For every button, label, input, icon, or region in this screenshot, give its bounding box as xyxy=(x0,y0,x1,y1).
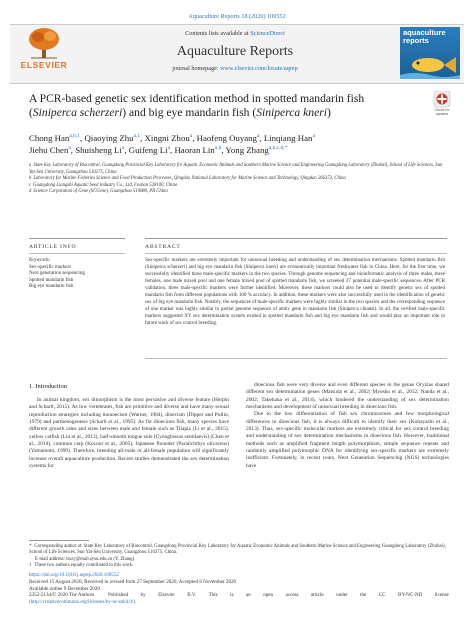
keyword-list xyxy=(29,265,129,291)
footnote-text: These two authors equally contributed to this work. xyxy=(34,563,134,569)
intro-right-column xyxy=(246,382,449,470)
author-name[interactable]: Qiaoying Zhu xyxy=(84,133,134,143)
copyright-word: by xyxy=(140,592,146,599)
footnote-divider xyxy=(29,540,89,541)
title-species-1: Siniperca scherzeri xyxy=(32,106,123,119)
affiliation-sup: c xyxy=(29,182,32,188)
author-name[interactable]: Yong Zhang xyxy=(225,145,269,155)
homepage-link[interactable]: www.elsevier.com/locate/aqrep xyxy=(220,65,298,72)
affiliation-item xyxy=(29,163,449,176)
affiliation-sup: a xyxy=(29,163,32,168)
divider xyxy=(29,238,125,239)
doi-link[interactable]: https://doi.org/10.1016/j.aqrep.2020.100552 xyxy=(29,572,120,578)
journal-homepage xyxy=(75,65,395,72)
contents-prefix: Contents lists available at xyxy=(185,30,251,37)
author-affiliation-sup[interactable]: a,1 xyxy=(133,133,141,140)
copyright-word: article xyxy=(310,592,324,599)
author-list-line-1: Chong Han$^{a,b,1}$, Qiaoying Zhu$^{a,1}$, Xingni Zhou$^a$, Haofeng Ouyang$^a$, Linqiang Han$^a$ xyxy=(29,133,315,143)
copyright-word: under xyxy=(336,592,348,599)
author-name[interactable]: Xingni Zhou xyxy=(144,133,190,143)
affiliation-text: Guangdong Liangshi Aquatic Seed Industry Co., Ltd, Foshan 528100, China xyxy=(33,182,178,188)
divider xyxy=(145,253,447,254)
paragraph-text: In animal kingdom, sex dimorphism is the most pervasive and diverse feature (Herpin and Schartl, 2015). As low vertebrates, fish are primitive and diverse and have many sexual reproduction strategies including monoecism (Warner, 1984), dioecism (Dipper and Pullin, 1979) and parthenogenesis (Schartl et al., 1995). As for dioecious fish, many species have different growth rates and sizes between male and female such as Tilapia (Li et al., 2015), yellow catfish (Liu et al., 2013), half-smooth tongue sole (Cynoglossus semilaevis) (Chen et al., 2014), common carp (Kocour et al., 2005), Japanese flounder (Paralichthys olivaceus) (Yamamoto, 1999). Therefore, breeding all-male or all-female population will significantly increase overall aquaculture production. Recent studies demonstrated the sex determination systems for xyxy=(29,397,229,470)
author-list-line-2: Jiehu Chen$^a$, Shuisheng Li$^a$, Guifeng Li$^a$, Haoran Lin$^{a,b}$, Yong Zhang$^{a,b,c,d,*}$ xyxy=(29,145,288,155)
keyword-item[interactable]: Sex-specific markers xyxy=(29,264,72,270)
author-name[interactable]: Haofeng Ouyang xyxy=(196,133,257,143)
copyright-word: B.V. xyxy=(187,592,197,599)
received-dates: Received 15 August 2020; Received in revised form 27 September 2020; Accepted 6 November 2020 xyxy=(29,578,237,585)
journal-citation[interactable]: Aquaculture Reports 18 (2020) 100552 xyxy=(188,13,286,20)
copyright-word: This xyxy=(208,592,218,599)
author-name[interactable]: Shuisheng Li xyxy=(75,145,122,155)
keyword-item[interactable]: Big eye mandarin fish xyxy=(29,284,74,290)
footnote-item xyxy=(29,563,449,569)
copyright-word: license xyxy=(434,592,449,599)
elsevier-tree-icon xyxy=(27,27,61,59)
journal-cover-image[interactable] xyxy=(400,27,460,79)
contents-line xyxy=(75,30,395,37)
article-metadata xyxy=(29,572,449,606)
copyright-word: Published xyxy=(108,592,129,599)
copyright-word: Elsevier xyxy=(158,592,175,599)
author-name[interactable]: Haoran Lin xyxy=(174,145,215,155)
crossmark-label: Check for updates xyxy=(434,108,450,116)
license-link[interactable]: (http://creativecommons.org/licenses/by-nc-nd/4.0/). xyxy=(29,599,137,606)
author-affiliation-sup[interactable]: a xyxy=(189,133,193,140)
copyright-word: BY-NC-ND xyxy=(397,592,423,599)
author-name[interactable]: Chong Han xyxy=(29,133,70,143)
paragraph-text: dioecious fish were very diverse and even different species in the genus Oryzias shared different sex determination genes (Matsuda et al., 2002; Myosho et al., 2012; Nanda et al., 2002; Takehana et al., 2014), which hindered the understanding of sex determination mechanisms and development of unisexual breeding in dioecious fish. xyxy=(246,382,449,411)
keywords-heading: Keywords: xyxy=(29,258,51,263)
keywords-block xyxy=(29,258,129,291)
affiliations xyxy=(29,163,449,196)
abstract-text: Sex-specific markers are extremely important for unisexual breeding and understanding of sex determination mechanisms. Spotted mandarin fish (Siniperca scherzeri) and big eye mandarin fish (Siniperca kneri) are economically important freshwater fish in China. Here, for the first time, we successfully identified three male-specific markers in the two species. Through genome sequencing and bioinformatic analysis of three males, three females, one male mixed pool and one female mixed pool of spotted mandarin fish, we screened 27 potential male-specific sequences. After PCR validation, three male-specific markers were further identified. Moreover, these markers could also be used to identify genetic sex of spotted mandarin fish from different populations with 100 % accuracy. In addition, these markers were also successfully used in the identification of genetic sex of big eye mandarin fish. Notably, the sequences of male-specific markers were highly similar in the two species and the corresponding sequence of one marker was highly similar to partial genome sequence of amhy gene in mandarin fish (Siniperca chuatsi). In all, the verified male-specific markers suggested XY sex determination system existed in spotted mandarin fish and big eye mandarin fish and would play an important role in future work of sex control breeding. xyxy=(145,258,445,326)
copyright-word: access xyxy=(285,592,299,599)
author-affiliation-sup[interactable]: a,b,c,d,* xyxy=(268,145,288,152)
copyright-word: 2352-5134/© 2020 The Authors. xyxy=(29,592,96,599)
title-part-1: A PCR-based genetic sex identification method in spotted mandarin fish ( xyxy=(29,92,365,119)
fish-icon xyxy=(400,49,460,79)
affiliation-text: Laboratory for Marine Fisheries Science and Food Production Processes, Qingdao National Laboratory for Marine Science and Technology, Qingdao 266373, China xyxy=(33,176,346,182)
copyright-word: an xyxy=(245,592,251,599)
divider xyxy=(145,358,447,359)
copyright-word: the xyxy=(360,592,367,599)
author-name[interactable]: Guifeng Li xyxy=(128,145,168,155)
footnote-text: Corresponding author at: State Key Laboratory of Biocontrol, Guangdong Provincial Key Laboratory for Aquatic Economic Animals and Southern Marine Science and Engineering Guangdong Laboratory (Zhuhai), School of Life Sciences, Sun Yat-Sen University, Guangzhou 510275, China. xyxy=(29,544,446,556)
affiliation-text: Science Corporation of Gene (SCGene), Guangzhou 510080, PR China xyxy=(33,189,168,195)
article-title xyxy=(29,92,414,120)
affiliation-item xyxy=(29,189,449,196)
affiliation-item xyxy=(29,176,449,183)
homepage-prefix: journal homepage: xyxy=(172,65,221,72)
title-part-2: ) and big eye mandarin fish ( xyxy=(122,106,257,119)
affiliation-item xyxy=(29,183,449,190)
author-affiliation-sup[interactable]: a xyxy=(68,145,71,152)
divider xyxy=(145,238,447,239)
author-name[interactable]: Jiehu Chen xyxy=(29,145,69,155)
author-affiliation-sup[interactable]: a xyxy=(167,145,171,152)
keyword-item[interactable]: Next generation sequencing xyxy=(29,271,85,277)
affiliation-text: State Key Laboratory of Biocontrol, Guangdong Provincial Key Laboratory for Aquatic Economic Animals and Southern Marine Science and Engineering Guangdong Laboratory (Zhuhai), School of Life Sciences, Sun Yat-Sen University, Guangzhou 510275, China xyxy=(29,163,443,175)
affiliation-sup: b xyxy=(29,176,32,182)
introduction-heading: 1. Introduction xyxy=(29,383,67,390)
footnote-marker: * xyxy=(29,544,32,549)
author-name[interactable]: Linqiang Han xyxy=(263,133,313,143)
footnote-text: E-mail address: lsszy@mail.sysu.edu.cn (Y. Zhang). xyxy=(35,556,136,562)
copyright-word: is xyxy=(230,592,234,599)
keyword-item[interactable]: Spotted mandarin fish xyxy=(29,277,74,283)
author-affiliation-sup[interactable]: a xyxy=(256,133,260,140)
abstract-heading: ABSTRACT xyxy=(145,244,181,250)
cover-title: aquaculture reports xyxy=(403,28,446,45)
publisher-name: ELSEVIER xyxy=(20,60,68,70)
body-paragraph xyxy=(246,382,449,411)
author-affiliation-sup[interactable]: a xyxy=(312,133,315,140)
sciencedirect-link[interactable]: ScienceDirect xyxy=(250,30,285,37)
copyright-word: open xyxy=(263,592,274,599)
body-paragraph xyxy=(29,397,229,470)
affiliation-sup: d xyxy=(29,189,32,195)
footnotes xyxy=(29,544,449,570)
divider xyxy=(29,253,125,254)
author-affiliation-sup[interactable]: a xyxy=(121,145,125,152)
author-affiliation-sup[interactable]: a,b,1 xyxy=(69,133,81,140)
body-paragraph xyxy=(246,411,449,470)
paragraph-text: Due to the low differentiation of fish sex chromosomes and few morphological differences in dioecious fish, it is always difficult to identify their sex (Kobayashi et al., 2013). Thus, sex-specific molecular markers are extremely critical for sex control breeding and understanding of sex determination mechanisms in dioecious fish. However, traditional methods such as amplified fragment length polymorphism, simple sequence repeats and randomly amplified polymorphic DNA for identifying sex-specific markers are extremely inefficient. Fortunately, in recent years, Next Generation Sequencing (NGS) technologies have xyxy=(246,411,449,469)
journal-title: Aquaculture Reports xyxy=(176,44,294,59)
author-affiliation-sup[interactable]: a,b xyxy=(214,145,222,152)
footnote-item xyxy=(29,544,449,557)
available-online: Available online 9 December 2020 xyxy=(29,585,100,592)
intro-left-column xyxy=(29,397,229,470)
elsevier-logo[interactable] xyxy=(14,27,74,79)
title-part-3: ) xyxy=(326,106,331,119)
copyright-word: CC xyxy=(378,592,386,599)
title-species-2: Siniperca kneri xyxy=(256,106,327,119)
crossmark-icon xyxy=(433,91,451,108)
check-for-updates-badge[interactable] xyxy=(433,91,451,115)
article-info-heading: ARTICLE INFO xyxy=(29,244,77,250)
footnote-marker: 1 xyxy=(29,563,32,569)
